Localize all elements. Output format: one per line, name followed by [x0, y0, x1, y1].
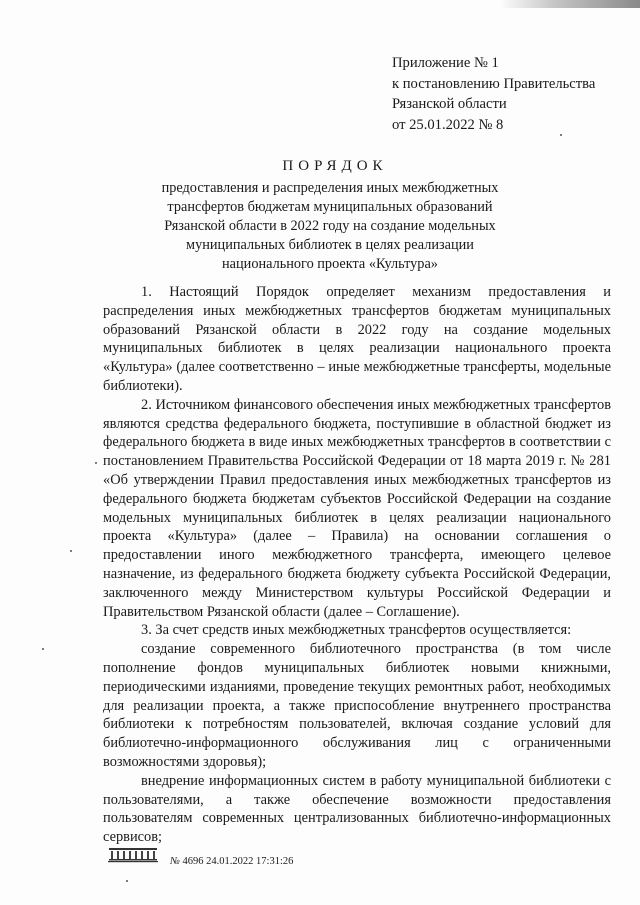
appendix-line-4: от 25.01.2022 № 8 — [392, 116, 504, 133]
document-body — [103, 283, 611, 847]
registration-mark — [170, 856, 293, 867]
appendix-line-1: Приложение № 1 — [392, 55, 499, 71]
paragraph-3-item-1: создание современного библиотечного пространства (в том числе пополнение фондов муниципальных библиотек новыми книжными, периодическими изданиями, проведение текущих ремонтных работ, необходимых для реализации проекта, а также приспособление внутреннего пространства библиотеки к потребностям пользователей, включая создание условий для библиотечно-информационного обслуживания лиц с ограниченными возможностями здоровья); — [103, 641, 611, 770]
subtitle-line: предоставления и распределения иных межбюджетных — [161, 180, 499, 196]
scan-speck — [560, 134, 562, 136]
registration-datetime: 24.01.2022 17:31:26 — [206, 856, 294, 867]
stamp-building-icon — [108, 846, 158, 863]
paragraph-3: 3. За счет средств иных межбюджетных трансфертов осуществляется: — [141, 622, 572, 639]
scan-speck — [42, 648, 44, 650]
subtitle-line: национального проекта «Культура» — [222, 256, 438, 272]
paragraph-3-item-2: внедрение информационных систем в работу муниципальной библиотеки с пользователями, а также обеспечение возможности предоставления пользователям современных централизованных библиотечно-информационных сервисов; — [103, 772, 611, 846]
paragraph-2: 2. Источником финансового обеспечения иных межбюджетных трансфертов являются средства федерального бюджета, поступившие в областной бюджет из федерального бюджета в виде иных межбюджетных трансфертов в соответствии с постановлением Правительства Российской Федерации от 18 марта 2019 г. № 281 «Об утверждении Правил предоставления иных межбюджетных трансфертов из федерального бюджета бюджетам субъектов Российской Федерации на создание модельных муниципальных библиотек в целях реализации национального проекта «Культура» (далее – Правила) на основании соглашения о предоставлении иного межбюджетного трансферта, имеющего целевое назначение, из федерального бюджета бюджету субъекта Российской Федерации, заключенного между Министерством культуры Российской Федерации и Правительством Рязанской области (далее – Соглашение). — [103, 396, 611, 620]
appendix-header — [392, 53, 595, 135]
subtitle-line: муниципальных библиотек в целях реализации — [186, 237, 474, 253]
subtitle-line: трансфертов бюджетам муниципальных образований — [167, 199, 493, 215]
scan-speck — [126, 880, 128, 882]
appendix-line-2: к постановлению Правительства — [392, 75, 596, 92]
scan-edge-shadow — [500, 0, 640, 8]
subtitle-line: Рязанской области в 2022 году на создание модельных — [164, 218, 496, 234]
registration-number: 4696 — [182, 856, 204, 867]
scan-speck — [95, 462, 97, 464]
registration-sign: № — [170, 856, 180, 867]
document-title: ПОРЯДОК — [282, 158, 388, 174]
appendix-line-3: Рязанской области — [392, 96, 507, 112]
paragraph-1: 1. Настоящий Порядок определяет механизм предоставления и распределения иных межбюджетных трансфертов бюджетам муниципальных образований Рязанской области в 2022 году на создание модельных муниципальных библиотек в целях реализации национального проекта «Культура» (далее соответственно – иные межбюджетные трансферты, модельные библиотеки). — [103, 284, 611, 394]
document-subtitle — [150, 179, 510, 274]
scan-speck — [70, 550, 72, 552]
